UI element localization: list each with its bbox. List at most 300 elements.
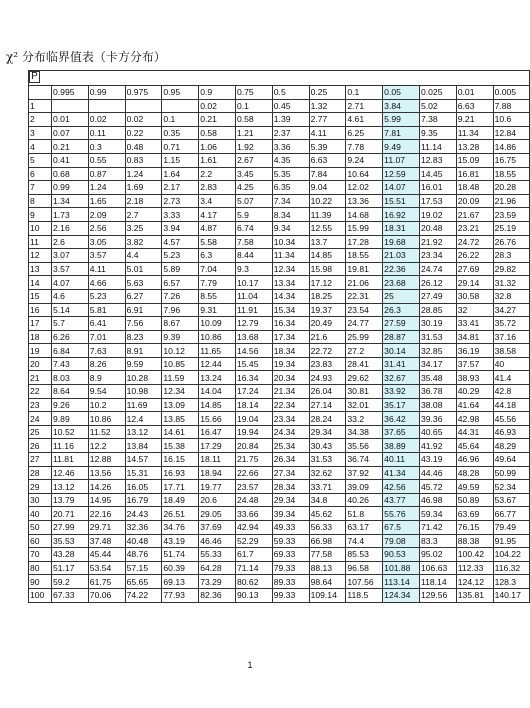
value-cell: 40.26 — [346, 493, 383, 507]
value-cell — [162, 99, 199, 113]
value-cell: 10.64 — [346, 167, 383, 181]
df-cell: 15 — [29, 289, 52, 303]
value-cell: 18.14 — [235, 398, 272, 412]
table-row — [29, 453, 530, 467]
value-cell: 59.33 — [272, 534, 309, 548]
value-cell: 116.32 — [493, 561, 530, 575]
value-cell: 106.63 — [419, 561, 456, 575]
value-cell: 29.34 — [309, 425, 346, 439]
value-cell: 0.41 — [52, 153, 89, 167]
table-row — [29, 317, 530, 331]
value-cell: 0.9 — [199, 86, 236, 100]
value-cell: 3.33 — [162, 208, 199, 222]
value-cell: 7.56 — [125, 317, 162, 331]
value-cell: 5.9 — [235, 208, 272, 222]
value-cell: 21.67 — [456, 208, 493, 222]
value-cell: 80.62 — [235, 575, 272, 589]
value-cell: 13.36 — [346, 194, 383, 208]
value-cell: 71.14 — [235, 561, 272, 575]
value-cell: 124.12 — [456, 575, 493, 589]
value-cell: 32.85 — [419, 344, 456, 358]
value-cell: 52.34 — [493, 480, 530, 494]
value-cell: 74.4 — [346, 534, 383, 548]
value-cell: 128.3 — [493, 575, 530, 589]
value-cell: 22.31 — [346, 289, 383, 303]
value-cell: 42.94 — [235, 521, 272, 535]
value-cell: 22.34 — [272, 398, 309, 412]
value-cell: 0.995 — [52, 86, 89, 100]
value-cell: 2.2 — [199, 167, 236, 181]
value-cell: 18.49 — [162, 493, 199, 507]
table-row — [29, 235, 530, 249]
value-cell: 32.8 — [493, 289, 530, 303]
value-cell: 9.21 — [456, 113, 493, 127]
value-cell: 0.1 — [235, 99, 272, 113]
value-cell: 77.93 — [162, 588, 199, 602]
value-cell: 38.89 — [383, 439, 420, 453]
table-row — [29, 289, 530, 303]
chi-square-table-container — [28, 70, 521, 603]
value-cell: 4.35 — [272, 153, 309, 167]
value-cell: 11.52 — [88, 425, 125, 439]
df-cell: 26 — [29, 439, 52, 453]
value-cell: 1.64 — [162, 167, 199, 181]
value-cell: 7.88 — [493, 99, 530, 113]
value-cell: 11.91 — [235, 303, 272, 317]
value-cell: 9.35 — [419, 126, 456, 140]
value-cell: 19.04 — [235, 412, 272, 426]
value-cell: 46.96 — [456, 453, 493, 467]
value-cell: 24.48 — [235, 493, 272, 507]
value-cell: 1.65 — [88, 194, 125, 208]
value-cell: 13.24 — [199, 371, 236, 385]
value-cell: 30.58 — [456, 289, 493, 303]
value-cell: 26.51 — [162, 507, 199, 521]
value-cell: 2.17 — [162, 181, 199, 195]
value-cell: 5.81 — [88, 303, 125, 317]
value-cell: 22.16 — [88, 507, 125, 521]
value-cell: 13.12 — [52, 480, 89, 494]
value-cell: 2.16 — [52, 221, 89, 235]
value-cell: 0.02 — [88, 113, 125, 127]
value-cell: 51.8 — [346, 507, 383, 521]
value-cell: 64.28 — [199, 561, 236, 575]
value-cell: 12.34 — [162, 385, 199, 399]
value-cell: 5.02 — [419, 99, 456, 113]
value-cell: 0.025 — [419, 86, 456, 100]
value-cell: 0.02 — [125, 113, 162, 127]
value-cell: 10.2 — [88, 398, 125, 412]
value-cell: 38.58 — [493, 344, 530, 358]
value-cell: 23.59 — [493, 208, 530, 222]
value-cell: 0.99 — [52, 181, 89, 195]
table-row — [29, 194, 530, 208]
value-cell: 35.72 — [493, 317, 530, 331]
value-cell: 4.11 — [88, 262, 125, 276]
value-cell: 50.89 — [456, 493, 493, 507]
value-cell: 6.26 — [52, 330, 89, 344]
value-cell: 79.49 — [493, 521, 530, 535]
value-cell: 7.63 — [88, 344, 125, 358]
value-cell: 15.51 — [383, 194, 420, 208]
value-cell: 23.83 — [309, 357, 346, 371]
value-cell: 99.33 — [272, 588, 309, 602]
value-cell: 49.59 — [456, 480, 493, 494]
table-row — [29, 167, 530, 181]
value-cell: 6.41 — [88, 317, 125, 331]
value-cell: 11.34 — [456, 126, 493, 140]
value-cell: 10.22 — [309, 194, 346, 208]
value-cell: 44.46 — [419, 466, 456, 480]
value-cell: 32.01 — [346, 398, 383, 412]
value-cell: 20.09 — [456, 194, 493, 208]
value-cell: 104.22 — [493, 548, 530, 562]
value-cell: 16.47 — [199, 425, 236, 439]
value-cell: 2.18 — [125, 194, 162, 208]
value-cell: 20.48 — [419, 221, 456, 235]
value-cell — [88, 99, 125, 113]
value-cell: 18.11 — [199, 453, 236, 467]
value-cell: 0.83 — [125, 153, 162, 167]
value-cell: 7.34 — [272, 194, 309, 208]
value-cell: 12.34 — [272, 262, 309, 276]
value-cell: 67.5 — [383, 521, 420, 535]
value-cell: 42.8 — [493, 385, 530, 399]
value-cell: 37.16 — [493, 330, 530, 344]
value-cell: 14.85 — [199, 398, 236, 412]
p-label-cell — [29, 71, 530, 86]
value-cell: 9.31 — [199, 303, 236, 317]
value-cell: 0.975 — [125, 86, 162, 100]
value-cell: 1.06 — [199, 140, 236, 154]
value-cell: 14.61 — [162, 425, 199, 439]
value-cell: 3.84 — [383, 99, 420, 113]
value-cell: 33.92 — [383, 385, 420, 399]
value-cell: 7.84 — [309, 167, 346, 181]
value-cell: 6.27 — [125, 289, 162, 303]
value-cell: 45.64 — [456, 439, 493, 453]
value-cell: 12.84 — [493, 126, 530, 140]
value-cell: 3.36 — [272, 140, 309, 154]
value-cell: 0.22 — [125, 126, 162, 140]
value-cell: 40 — [493, 357, 530, 371]
value-cell: 14.85 — [309, 249, 346, 263]
value-cell: 135.81 — [456, 588, 493, 602]
value-cell: 45.62 — [309, 507, 346, 521]
value-cell: 9.89 — [52, 412, 89, 426]
value-cell: 12.83 — [419, 153, 456, 167]
value-cell: 9.49 — [383, 140, 420, 154]
value-cell: 21.75 — [235, 453, 272, 467]
value-cell: 18.25 — [309, 289, 346, 303]
value-cell: 11.69 — [125, 398, 162, 412]
page-number: 1 — [247, 660, 253, 670]
value-cell: 52.29 — [235, 534, 272, 548]
value-cell: 46.93 — [493, 425, 530, 439]
df-cell: 16 — [29, 303, 52, 317]
value-cell: 10.28 — [125, 371, 162, 385]
df-cell: 18 — [29, 330, 52, 344]
value-cell: 27.2 — [346, 344, 383, 358]
table-row — [29, 521, 530, 535]
df-cell: 50 — [29, 521, 52, 535]
value-cell: 30.43 — [309, 439, 346, 453]
value-cell: 6.57 — [162, 276, 199, 290]
table-row — [29, 575, 530, 589]
df-cell: 40 — [29, 507, 52, 521]
value-cell: 7.26 — [162, 289, 199, 303]
value-cell: 3.57 — [88, 249, 125, 263]
value-cell: 21.96 — [493, 194, 530, 208]
value-cell: 0.11 — [88, 126, 125, 140]
value-cell: 59.2 — [52, 575, 89, 589]
value-cell: 6.3 — [199, 249, 236, 263]
value-cell: 12.46 — [52, 466, 89, 480]
value-cell: 16.34 — [235, 371, 272, 385]
value-cell: 40.29 — [456, 385, 493, 399]
value-cell: 15.98 — [309, 262, 346, 276]
value-cell: 63.69 — [456, 507, 493, 521]
value-cell: 5.23 — [88, 289, 125, 303]
value-cell: 112.33 — [456, 561, 493, 575]
value-cell: 17.53 — [419, 194, 456, 208]
value-cell: 24.93 — [309, 371, 346, 385]
value-cell — [125, 99, 162, 113]
value-cell: 14.45 — [419, 167, 456, 181]
value-cell: 20.49 — [309, 317, 346, 331]
df-cell: 6 — [29, 167, 52, 181]
df-cell: 5 — [29, 153, 52, 167]
value-cell: 42.56 — [383, 480, 420, 494]
value-cell: 60.39 — [162, 561, 199, 575]
value-cell: 2.67 — [235, 153, 272, 167]
value-cell: 8.26 — [88, 357, 125, 371]
df-cell: 21 — [29, 371, 52, 385]
value-cell: 9.04 — [309, 181, 346, 195]
table-body — [29, 71, 530, 603]
value-cell: 11.59 — [162, 371, 199, 385]
value-cell: 36.78 — [419, 385, 456, 399]
value-cell: 0.71 — [162, 140, 199, 154]
value-cell: 32.36 — [125, 521, 162, 535]
table-row — [29, 548, 530, 562]
value-cell: 0.58 — [235, 113, 272, 127]
value-cell: 7.58 — [235, 235, 272, 249]
value-cell: 12.55 — [309, 221, 346, 235]
value-cell: 43.19 — [162, 534, 199, 548]
df-cell: 2 — [29, 113, 52, 127]
value-cell: 1.24 — [125, 167, 162, 181]
value-cell: 9.3 — [235, 262, 272, 276]
value-cell: 26.76 — [493, 235, 530, 249]
value-cell: 27.99 — [52, 521, 89, 535]
value-cell: 15.31 — [125, 466, 162, 480]
value-cell: 76.15 — [456, 521, 493, 535]
p-corner-label: P — [29, 71, 40, 83]
value-cell: 19.94 — [235, 425, 272, 439]
value-cell: 37.65 — [383, 425, 420, 439]
value-cell: 27.34 — [272, 466, 309, 480]
table-row — [29, 330, 530, 344]
value-cell: 14.26 — [88, 480, 125, 494]
value-cell: 2.73 — [162, 194, 199, 208]
value-cell: 28.3 — [493, 249, 530, 263]
value-cell: 33.2 — [346, 412, 383, 426]
chi-square-table — [28, 70, 530, 603]
value-cell: 16.79 — [125, 493, 162, 507]
table-row — [29, 249, 530, 263]
value-cell: 113.14 — [383, 575, 420, 589]
value-cell: 25 — [383, 289, 420, 303]
df-cell: 11 — [29, 235, 52, 249]
value-cell: 27.59 — [383, 317, 420, 331]
value-cell: 85.53 — [346, 548, 383, 562]
value-cell: 91.95 — [493, 534, 530, 548]
df-cell: 14 — [29, 276, 52, 290]
value-cell: 6.91 — [125, 303, 162, 317]
value-cell: 5.07 — [235, 194, 272, 208]
value-cell: 140.17 — [493, 588, 530, 602]
table-row — [29, 99, 530, 113]
value-cell: 0.3 — [88, 140, 125, 154]
value-cell: 13.85 — [162, 412, 199, 426]
value-cell: 28.87 — [383, 330, 420, 344]
value-cell: 100.42 — [456, 548, 493, 562]
value-cell: 4.61 — [346, 113, 383, 127]
value-cell: 22.66 — [235, 466, 272, 480]
value-cell: 33.66 — [235, 507, 272, 521]
value-cell: 16.92 — [383, 208, 420, 222]
value-cell: 18.55 — [493, 167, 530, 181]
value-cell: 7.01 — [88, 330, 125, 344]
value-cell: 5.14 — [52, 303, 89, 317]
value-cell: 6.25 — [346, 126, 383, 140]
value-cell: 17.28 — [346, 235, 383, 249]
value-cell: 20.28 — [493, 181, 530, 195]
value-cell: 4.4 — [125, 249, 162, 263]
table-row — [29, 493, 530, 507]
value-cell: 0.1 — [346, 86, 383, 100]
value-cell: 82.36 — [199, 588, 236, 602]
df-cell: 29 — [29, 480, 52, 494]
value-cell: 6.35 — [272, 181, 309, 195]
value-cell: 59.34 — [419, 507, 456, 521]
value-cell: 14.07 — [383, 181, 420, 195]
value-cell: 31.53 — [309, 453, 346, 467]
value-cell: 61.7 — [235, 548, 272, 562]
value-cell: 19.68 — [383, 235, 420, 249]
value-cell: 38.08 — [419, 398, 456, 412]
df-cell: 17 — [29, 317, 52, 331]
value-cell: 6.74 — [235, 221, 272, 235]
value-cell: 1.61 — [199, 153, 236, 167]
value-cell: 26.34 — [272, 453, 309, 467]
value-cell: 9.34 — [272, 221, 309, 235]
value-cell: 1.15 — [162, 153, 199, 167]
value-cell: 57.15 — [125, 561, 162, 575]
value-cell: 18.31 — [383, 221, 420, 235]
p-label-row — [29, 71, 530, 86]
table-row — [29, 385, 530, 399]
value-cell: 15.66 — [199, 412, 236, 426]
value-cell: 51.17 — [52, 561, 89, 575]
value-cell: 41.64 — [456, 398, 493, 412]
value-cell: 7.96 — [162, 303, 199, 317]
value-cell: 25.34 — [272, 439, 309, 453]
value-cell: 77.58 — [309, 548, 346, 562]
value-cell: 39.09 — [346, 480, 383, 494]
value-cell: 48.29 — [493, 439, 530, 453]
value-cell: 2.6 — [52, 235, 89, 249]
value-cell: 2.7 — [125, 208, 162, 222]
value-cell: 8.67 — [162, 317, 199, 331]
value-cell: 5.39 — [309, 140, 346, 154]
value-cell: 19.34 — [272, 357, 309, 371]
value-cell: 21.6 — [309, 330, 346, 344]
value-cell: 29.82 — [493, 262, 530, 276]
value-cell: 3.45 — [235, 167, 272, 181]
value-cell: 34.17 — [419, 357, 456, 371]
value-cell: 0.1 — [162, 113, 199, 127]
value-cell: 44.18 — [493, 398, 530, 412]
value-cell: 37.69 — [199, 521, 236, 535]
value-cell: 15.34 — [272, 303, 309, 317]
df-cell: 23 — [29, 398, 52, 412]
value-cell: 29.05 — [199, 507, 236, 521]
value-cell: 12.79 — [235, 317, 272, 331]
value-cell: 1.24 — [88, 181, 125, 195]
value-cell: 40.65 — [419, 425, 456, 439]
value-cell: 10.98 — [125, 385, 162, 399]
value-cell: 19.37 — [309, 303, 346, 317]
value-cell: 46.98 — [419, 493, 456, 507]
value-cell: 19.77 — [199, 480, 236, 494]
value-cell: 39.34 — [272, 507, 309, 521]
df-cell: 28 — [29, 466, 52, 480]
value-cell: 43.77 — [383, 493, 420, 507]
value-cell: 1.32 — [309, 99, 346, 113]
value-cell: 5.58 — [199, 235, 236, 249]
value-cell: 35.48 — [419, 371, 456, 385]
value-cell: 35.53 — [52, 534, 89, 548]
value-cell: 12.4 — [125, 412, 162, 426]
value-cell: 10.6 — [493, 113, 530, 127]
value-cell: 9.24 — [346, 153, 383, 167]
value-cell: 34.27 — [493, 303, 530, 317]
value-cell: 22.72 — [309, 344, 346, 358]
value-cell: 7.43 — [52, 357, 89, 371]
value-cell: 5.01 — [125, 262, 162, 276]
value-cell: 32.62 — [309, 466, 346, 480]
value-cell: 0.75 — [235, 86, 272, 100]
value-cell: 48.28 — [456, 466, 493, 480]
value-cell: 30.19 — [419, 317, 456, 331]
value-cell: 4.6 — [52, 289, 89, 303]
value-cell: 31.32 — [493, 276, 530, 290]
value-cell: 44.31 — [456, 425, 493, 439]
value-cell: 4.17 — [199, 208, 236, 222]
value-cell: 2.77 — [309, 113, 346, 127]
value-cell: 43.28 — [52, 548, 89, 562]
value-cell: 27.14 — [309, 398, 346, 412]
value-cell: 98.64 — [309, 575, 346, 589]
table-row — [29, 181, 530, 195]
value-cell: 107.56 — [346, 575, 383, 589]
value-cell: 45.56 — [493, 412, 530, 426]
value-cell: 24.72 — [456, 235, 493, 249]
value-cell: 49.64 — [493, 453, 530, 467]
value-cell: 26.3 — [383, 303, 420, 317]
